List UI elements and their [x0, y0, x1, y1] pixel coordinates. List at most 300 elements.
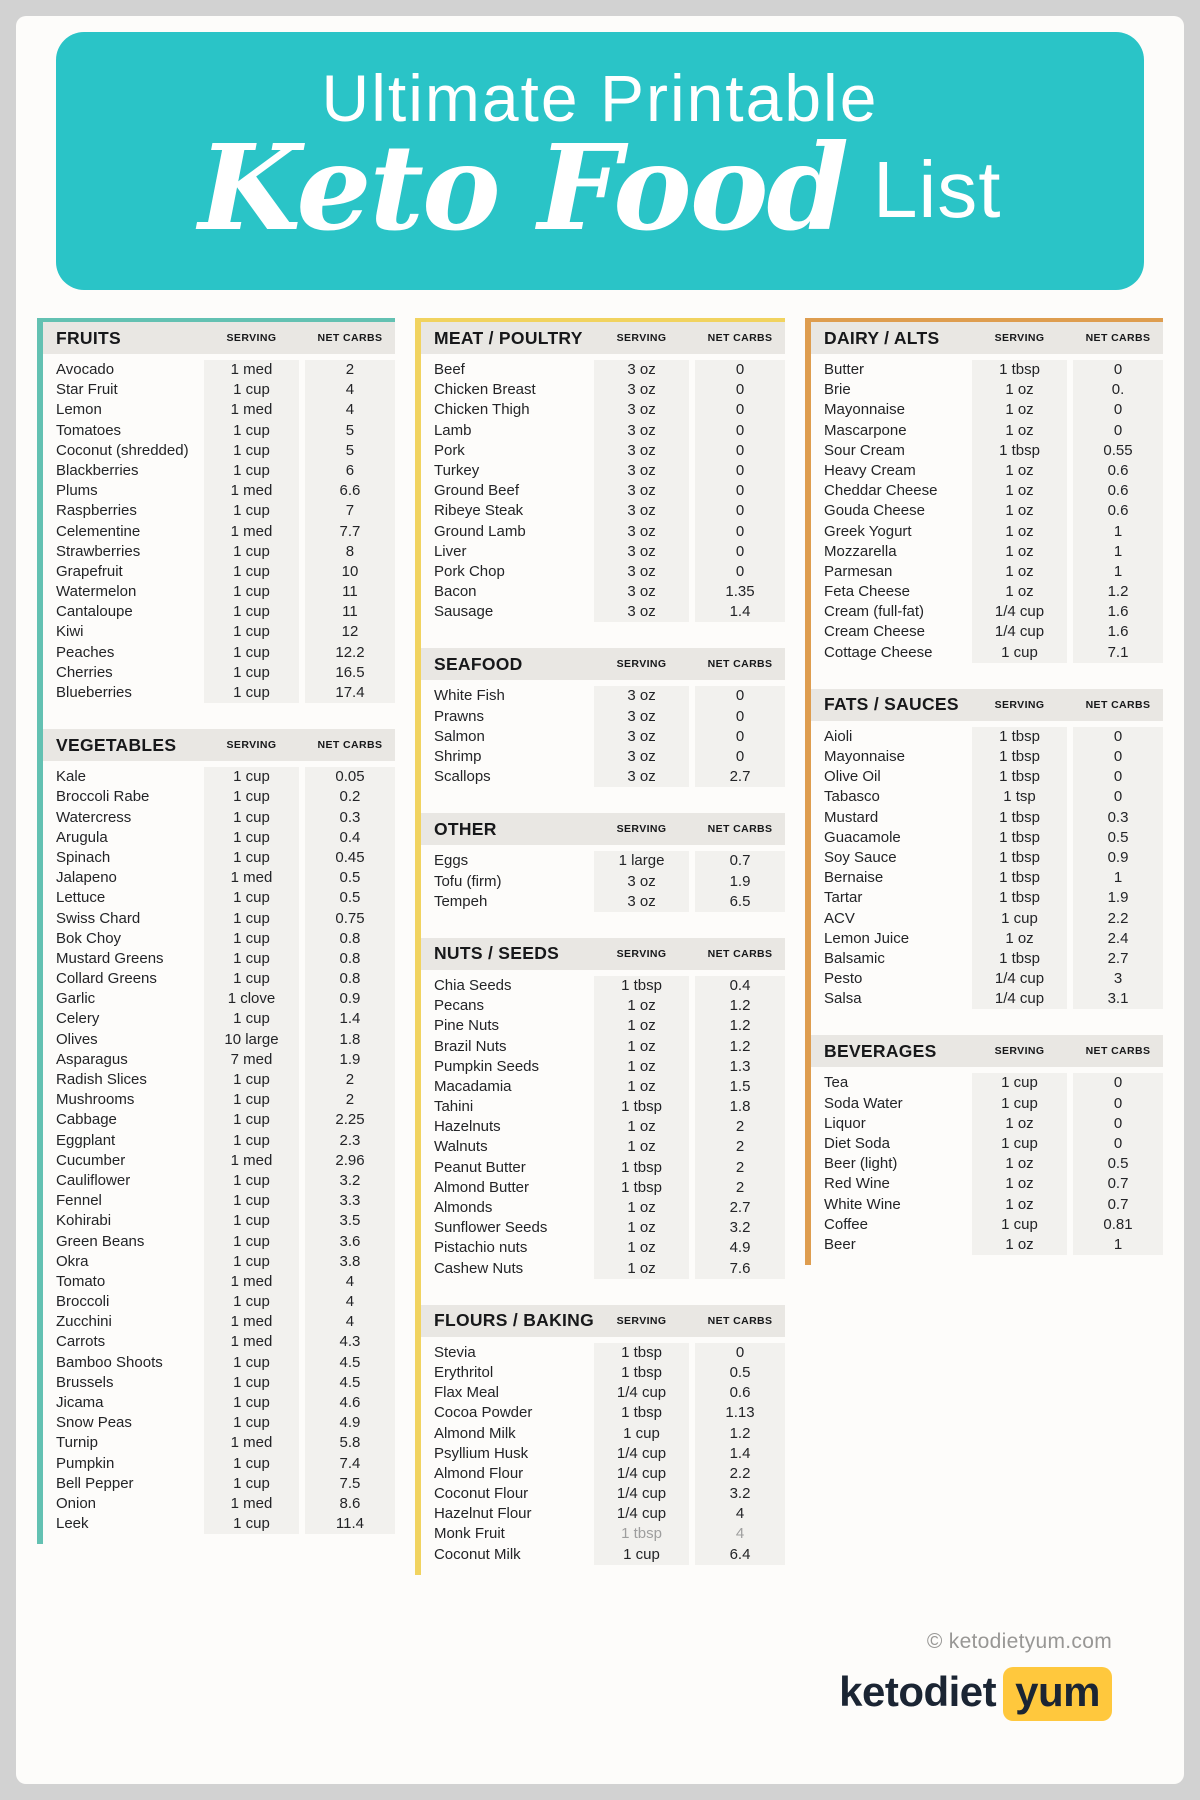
serving-value: 1 oz [972, 1174, 1067, 1194]
net-carbs-value: 0.3 [305, 808, 395, 828]
net-carbs-value: 4 [305, 380, 395, 400]
net-carbs-value: 1.5 [695, 1077, 785, 1097]
table-row [421, 892, 785, 912]
table-row [811, 542, 1163, 562]
table-row [421, 522, 785, 542]
food-name: Pesto [824, 970, 863, 988]
serving-value: 1 tbsp [972, 888, 1067, 908]
table-row [43, 421, 395, 441]
serving-value: 1 cup [204, 1393, 299, 1413]
food-name: Pumpkin Seeds [433, 1057, 540, 1075]
table-row [43, 501, 395, 521]
section-flours-baking [421, 1305, 785, 1575]
table-row [43, 1514, 395, 1534]
table-row [43, 1191, 395, 1211]
net-carbs-value: 1.4 [695, 1444, 785, 1464]
serving-column-label: SERVING [616, 1314, 667, 1327]
net-carbs-value: 4 [305, 1312, 395, 1332]
net-carbs-value: 2.2 [1073, 909, 1163, 929]
serving-value: 1 cup [204, 1211, 299, 1231]
food-name: Pistachio nuts [433, 1239, 528, 1257]
net-carbs-value: 4 [305, 400, 395, 420]
serving-value: 3 oz [594, 686, 689, 706]
serving-value: 1 oz [594, 996, 689, 1016]
table-row [811, 522, 1163, 542]
food-name: Mayonnaise [824, 401, 905, 419]
table-row [421, 582, 785, 602]
food-name: Kohirabi [56, 1212, 112, 1230]
section-header [421, 938, 785, 970]
food-name: Cottage Cheese [824, 643, 933, 661]
net-carbs-value: 1 [1073, 1235, 1163, 1255]
serving-value: 1 cup [204, 1373, 299, 1393]
net-carbs-value: 0.2 [305, 787, 395, 807]
serving-value: 1 oz [594, 1077, 689, 1097]
serving-value: 1 cup [204, 1131, 299, 1151]
food-name: Sour Cream [824, 441, 905, 459]
table-row [43, 767, 395, 787]
serving-value: 1 clove [204, 989, 299, 1009]
food-name: Almonds [433, 1199, 493, 1216]
table-row [43, 582, 395, 602]
table-row [811, 360, 1163, 380]
serving-value: 1 oz [594, 1037, 689, 1057]
serving-value: 1 oz [594, 1238, 689, 1258]
table-row [811, 582, 1163, 602]
serving-value: 1 cup [204, 848, 299, 868]
net-carbs-column-label: NET CARBS [707, 1314, 773, 1327]
serving-value: 3 oz [594, 872, 689, 892]
table-row [421, 1158, 785, 1178]
section-header [421, 648, 785, 680]
net-carbs-value: 0 [695, 360, 785, 380]
food-name: Mascarpone [824, 421, 907, 439]
serving-value: 1 med [204, 481, 299, 501]
serving-value: 1 oz [972, 929, 1067, 949]
net-carbs-value: 5 [305, 441, 395, 461]
food-name: Celementine [56, 522, 141, 540]
net-carbs-value: 0 [695, 562, 785, 582]
serving-value: 1 med [204, 522, 299, 542]
food-name: Avocado [56, 361, 115, 378]
net-carbs-column-label: NET CARBS [707, 823, 773, 836]
net-carbs-value: 1.3 [695, 1057, 785, 1077]
serving-value: 1 cup [204, 582, 299, 602]
serving-value: 1 tbsp [594, 1158, 689, 1178]
serving-value: 3 oz [594, 501, 689, 521]
table-row [421, 976, 785, 996]
serving-value: 1 cup [204, 643, 299, 663]
brand-badge: yum [1003, 1667, 1112, 1721]
section-header [811, 322, 1163, 354]
net-carbs-value: 0 [695, 481, 785, 501]
table-row [421, 1097, 785, 1117]
table-row [43, 400, 395, 420]
serving-value: 1 oz [594, 1259, 689, 1279]
net-carbs-value: 0 [695, 707, 785, 727]
net-carbs-value: 1.9 [1073, 888, 1163, 908]
net-carbs-value: 2 [305, 360, 395, 380]
food-name: Almond Milk [433, 1424, 516, 1442]
table-row [421, 441, 785, 461]
food-name: Salsa [824, 990, 862, 1008]
section-rows [421, 354, 785, 632]
section-header [421, 813, 785, 845]
serving-value: 3 oz [594, 522, 689, 542]
section-header [811, 689, 1163, 721]
serving-value: 1 cup [204, 969, 299, 989]
section-title: FATS / SAUCES [824, 694, 959, 715]
net-carbs-value: 2.4 [1073, 929, 1163, 949]
serving-value: 1 tbsp [972, 727, 1067, 747]
food-name: Mushrooms [56, 1091, 135, 1109]
table-row [811, 562, 1163, 582]
net-carbs-value: 0.6 [1073, 481, 1163, 501]
food-name: ACV [824, 909, 855, 927]
serving-value: 1 cup [204, 683, 299, 703]
food-name: Mayonnaise [824, 748, 905, 765]
net-carbs-value: 6.6 [305, 481, 395, 501]
table-row [811, 868, 1163, 888]
net-carbs-value: 4.5 [305, 1353, 395, 1373]
net-carbs-column-label: NET CARBS [707, 658, 773, 671]
serving-value: 1/4 cup [972, 602, 1067, 622]
table-row [811, 767, 1163, 787]
food-name: Cashew Nuts [433, 1259, 524, 1277]
section-meat-poultry [421, 322, 785, 632]
serving-column-label: SERVING [616, 823, 667, 836]
serving-value: 1 oz [972, 461, 1067, 481]
serving-value: 1 cup [204, 888, 299, 908]
food-name: Eggs [433, 852, 469, 870]
serving-column-label: SERVING [616, 947, 667, 960]
section-title: VEGETABLES [56, 734, 177, 755]
net-carbs-value: 0 [695, 747, 785, 767]
serving-value: 1 cup [204, 1070, 299, 1090]
net-carbs-column-label: NET CARBS [707, 332, 773, 344]
table-row [421, 1238, 785, 1258]
serving-value: 3 oz [594, 360, 689, 380]
table-row [421, 707, 785, 727]
serving-value: 1 tbsp [594, 1403, 689, 1423]
serving-value: 1 tbsp [972, 767, 1067, 787]
food-name: Strawberries [56, 542, 141, 560]
net-carbs-value: 0.7 [1073, 1195, 1163, 1215]
net-carbs-value: 0.3 [1073, 808, 1163, 828]
food-name: Coconut Milk [433, 1545, 521, 1563]
section-fruits [43, 322, 395, 713]
table-row [43, 1110, 395, 1130]
net-carbs-value: 1.8 [305, 1030, 395, 1050]
table-row [43, 888, 395, 908]
net-carbs-value: 0 [1073, 767, 1163, 787]
serving-value: 1 tbsp [972, 848, 1067, 868]
net-carbs-value: 0 [1073, 421, 1163, 441]
food-name: Blueberries [56, 684, 132, 701]
net-carbs-value: 2 [695, 1117, 785, 1137]
serving-value: 1/4 cup [972, 622, 1067, 642]
table-row [421, 1383, 785, 1403]
table-row [421, 461, 785, 481]
food-name: Beef [433, 361, 465, 378]
food-column-2 [415, 318, 785, 1575]
net-carbs-value: 0.8 [305, 969, 395, 989]
net-carbs-value: 1.4 [695, 602, 785, 622]
section-rows [43, 761, 395, 1544]
net-carbs-value: 0 [1073, 727, 1163, 747]
table-row [43, 969, 395, 989]
net-carbs-value: 0 [695, 421, 785, 441]
serving-value: 1 cup [204, 1454, 299, 1474]
net-carbs-value: 1.2 [1073, 582, 1163, 602]
net-carbs-value: 0 [1073, 360, 1163, 380]
food-name: Cabbage [56, 1111, 117, 1129]
food-name: Pork Chop [433, 562, 505, 580]
serving-value: 1 cup [972, 1094, 1067, 1114]
food-name: Beer (light) [824, 1155, 898, 1173]
table-row [811, 787, 1163, 807]
table-row [43, 461, 395, 481]
food-name: Ground Lamb [433, 522, 526, 540]
serving-value: 1 med [204, 1332, 299, 1352]
table-row [811, 828, 1163, 848]
header-line1: Ultimate Printable [321, 61, 879, 135]
net-carbs-value: 1.9 [305, 1050, 395, 1070]
serving-value: 1 tbsp [594, 1524, 689, 1544]
serving-value: 1 cup [204, 1252, 299, 1272]
food-name: Okra [56, 1252, 89, 1270]
net-carbs-value: 0 [1073, 747, 1163, 767]
brand-name: ketodiet [839, 1668, 997, 1715]
net-carbs-value: 0.6 [695, 1383, 785, 1403]
table-row [811, 1215, 1163, 1235]
net-carbs-value: 0 [695, 542, 785, 562]
serving-value: 1 cup [204, 909, 299, 929]
net-carbs-value: 5.8 [305, 1433, 395, 1453]
food-name: Tea [824, 1074, 849, 1092]
serving-value: 3 oz [594, 602, 689, 622]
food-name: Tartar [824, 889, 863, 907]
section-title: FLOURS / BAKING [433, 1310, 595, 1331]
food-name: Lamb [433, 421, 472, 439]
net-carbs-value: 12.2 [305, 643, 395, 663]
food-name: Tahini [433, 1098, 474, 1116]
table-row [421, 1117, 785, 1137]
section-vegetables [43, 729, 395, 1544]
food-name: Eggplant [56, 1131, 116, 1149]
table-row [811, 400, 1163, 420]
net-carbs-value: 1.2 [695, 1016, 785, 1036]
table-row [43, 663, 395, 683]
table-row [811, 481, 1163, 501]
section-title: SEAFOOD [433, 653, 523, 674]
table-row [811, 1114, 1163, 1134]
serving-value: 3 oz [594, 481, 689, 501]
serving-value: 1 cup [204, 622, 299, 642]
food-name: Arugula [56, 828, 108, 846]
serving-value: 1 cup [204, 602, 299, 622]
serving-value: 1 cup [204, 1090, 299, 1110]
net-carbs-value: 2.3 [305, 1131, 395, 1151]
net-carbs-value: 5 [305, 421, 395, 441]
net-carbs-value: 0.8 [305, 949, 395, 969]
net-carbs-column-label: NET CARBS [1085, 698, 1151, 711]
copyright-text: © ketodietyum.com [926, 1630, 1112, 1653]
serving-value: 3 oz [594, 441, 689, 461]
net-carbs-value: 1.4 [305, 1009, 395, 1029]
table-row [421, 1198, 785, 1218]
net-carbs-value: 10 [305, 562, 395, 582]
section-header [811, 1035, 1163, 1067]
net-carbs-value: 7.7 [305, 522, 395, 542]
table-row [43, 522, 395, 542]
food-name: Bok Choy [56, 929, 122, 947]
serving-value: 1/4 cup [594, 1484, 689, 1504]
net-carbs-value: 0.8 [305, 929, 395, 949]
food-name: Cocoa Powder [433, 1404, 533, 1422]
serving-value: 1 oz [972, 481, 1067, 501]
section-header [43, 322, 395, 354]
food-name: Cheddar Cheese [824, 482, 938, 500]
table-row [811, 1154, 1163, 1174]
table-row [811, 747, 1163, 767]
serving-value: 1 oz [972, 1154, 1067, 1174]
table-row [811, 888, 1163, 908]
net-carbs-value: 0 [695, 522, 785, 542]
food-name: Bernaise [824, 869, 884, 887]
net-carbs-value: 11 [305, 582, 395, 602]
table-row [43, 848, 395, 868]
food-name: Peanut Butter [433, 1158, 526, 1176]
net-carbs-value: 0.5 [305, 888, 395, 908]
net-carbs-value: 0 [695, 1343, 785, 1363]
serving-value: 1 cup [594, 1424, 689, 1444]
food-name: Swiss Chard [56, 909, 141, 927]
food-name: Gouda Cheese [824, 502, 925, 520]
food-name: Cucumber [56, 1151, 126, 1169]
net-carbs-value: 0 [1073, 1094, 1163, 1114]
table-row [421, 1464, 785, 1484]
table-row [43, 909, 395, 929]
brand-logo [839, 1667, 1112, 1721]
food-name: Mozzarella [824, 542, 897, 560]
table-row [43, 683, 395, 703]
food-name: Cream Cheese [824, 623, 925, 641]
table-row [811, 602, 1163, 622]
food-name: Cream (full-fat) [824, 603, 925, 621]
table-row [811, 643, 1163, 663]
table-row [811, 949, 1163, 969]
food-name: Soda Water [824, 1094, 903, 1112]
table-row [421, 501, 785, 521]
net-carbs-value: 4.6 [305, 1393, 395, 1413]
table-row [421, 1363, 785, 1383]
food-name: Ribeye Steak [433, 502, 524, 520]
food-name: Hazelnuts [433, 1118, 501, 1136]
food-name: Lemon Juice [824, 929, 910, 947]
table-row [811, 969, 1163, 989]
serving-value: 1 cup [204, 562, 299, 582]
table-row [811, 909, 1163, 929]
serving-value: 3 oz [594, 542, 689, 562]
table-row [421, 747, 785, 767]
net-carbs-value: 3.2 [695, 1218, 785, 1238]
serving-value: 1 med [204, 1151, 299, 1171]
table-row [811, 989, 1163, 1009]
net-carbs-value: 4 [305, 1272, 395, 1292]
table-row [43, 1454, 395, 1474]
serving-value: 1 large [594, 851, 689, 871]
food-name: Heavy Cream [824, 461, 916, 479]
serving-value: 1 med [204, 868, 299, 888]
net-carbs-value: 1.8 [695, 1097, 785, 1117]
food-name: Collard Greens [56, 970, 157, 988]
net-carbs-value: 11 [305, 602, 395, 622]
serving-value: 1 tbsp [972, 868, 1067, 888]
net-carbs-value: 0.4 [695, 976, 785, 996]
food-name: Shrimp [433, 748, 482, 765]
section-rows [811, 1067, 1163, 1265]
net-carbs-value: 0 [1073, 787, 1163, 807]
food-name: Balsamic [824, 949, 885, 967]
food-name: Watercress [56, 808, 132, 826]
food-name: Sunflower Seeds [433, 1219, 548, 1237]
section-seafood [421, 648, 785, 797]
food-name: Asparagus [56, 1050, 128, 1068]
net-carbs-value: 1 [1073, 542, 1163, 562]
net-carbs-value: 1.35 [695, 582, 785, 602]
serving-column-label: SERVING [994, 1045, 1045, 1058]
serving-value: 1 tbsp [594, 976, 689, 996]
table-row [43, 787, 395, 807]
food-name: Diet Soda [824, 1135, 890, 1152]
table-row [43, 360, 395, 380]
net-carbs-value: 3 [1073, 969, 1163, 989]
serving-value: 1 oz [594, 1057, 689, 1077]
net-carbs-value: 2 [695, 1137, 785, 1157]
section-other [421, 813, 785, 922]
table-row [811, 1235, 1163, 1255]
food-name: Star Fruit [56, 381, 118, 399]
food-name: Scallops [433, 768, 491, 786]
food-name: Kiwi [56, 623, 84, 641]
serving-value: 1/4 cup [972, 989, 1067, 1009]
section-beverages [811, 1035, 1163, 1265]
table-row [43, 380, 395, 400]
serving-value: 1 oz [972, 542, 1067, 562]
food-name: Blackberries [56, 461, 139, 479]
serving-value: 1 oz [972, 582, 1067, 602]
net-carbs-value: 0 [695, 441, 785, 461]
food-name: Prawns [433, 707, 484, 725]
food-name: Celery [56, 1010, 100, 1028]
serving-value: 1 cup [204, 663, 299, 683]
net-carbs-value: 2.2 [695, 1464, 785, 1484]
food-name: Jicama [56, 1394, 104, 1411]
food-name: Carrots [56, 1333, 106, 1351]
table-row [43, 1373, 395, 1393]
net-carbs-value: 17.4 [305, 683, 395, 703]
table-row [811, 501, 1163, 521]
food-name: Garlic [56, 990, 96, 1008]
serving-value: 1 oz [972, 501, 1067, 521]
serving-value: 1 cup [594, 1545, 689, 1565]
food-name: Watermelon [56, 583, 137, 601]
section-rows [43, 354, 395, 713]
net-carbs-value: 3.1 [1073, 989, 1163, 1009]
table-row [421, 1504, 785, 1524]
food-name: Walnuts [433, 1138, 488, 1156]
